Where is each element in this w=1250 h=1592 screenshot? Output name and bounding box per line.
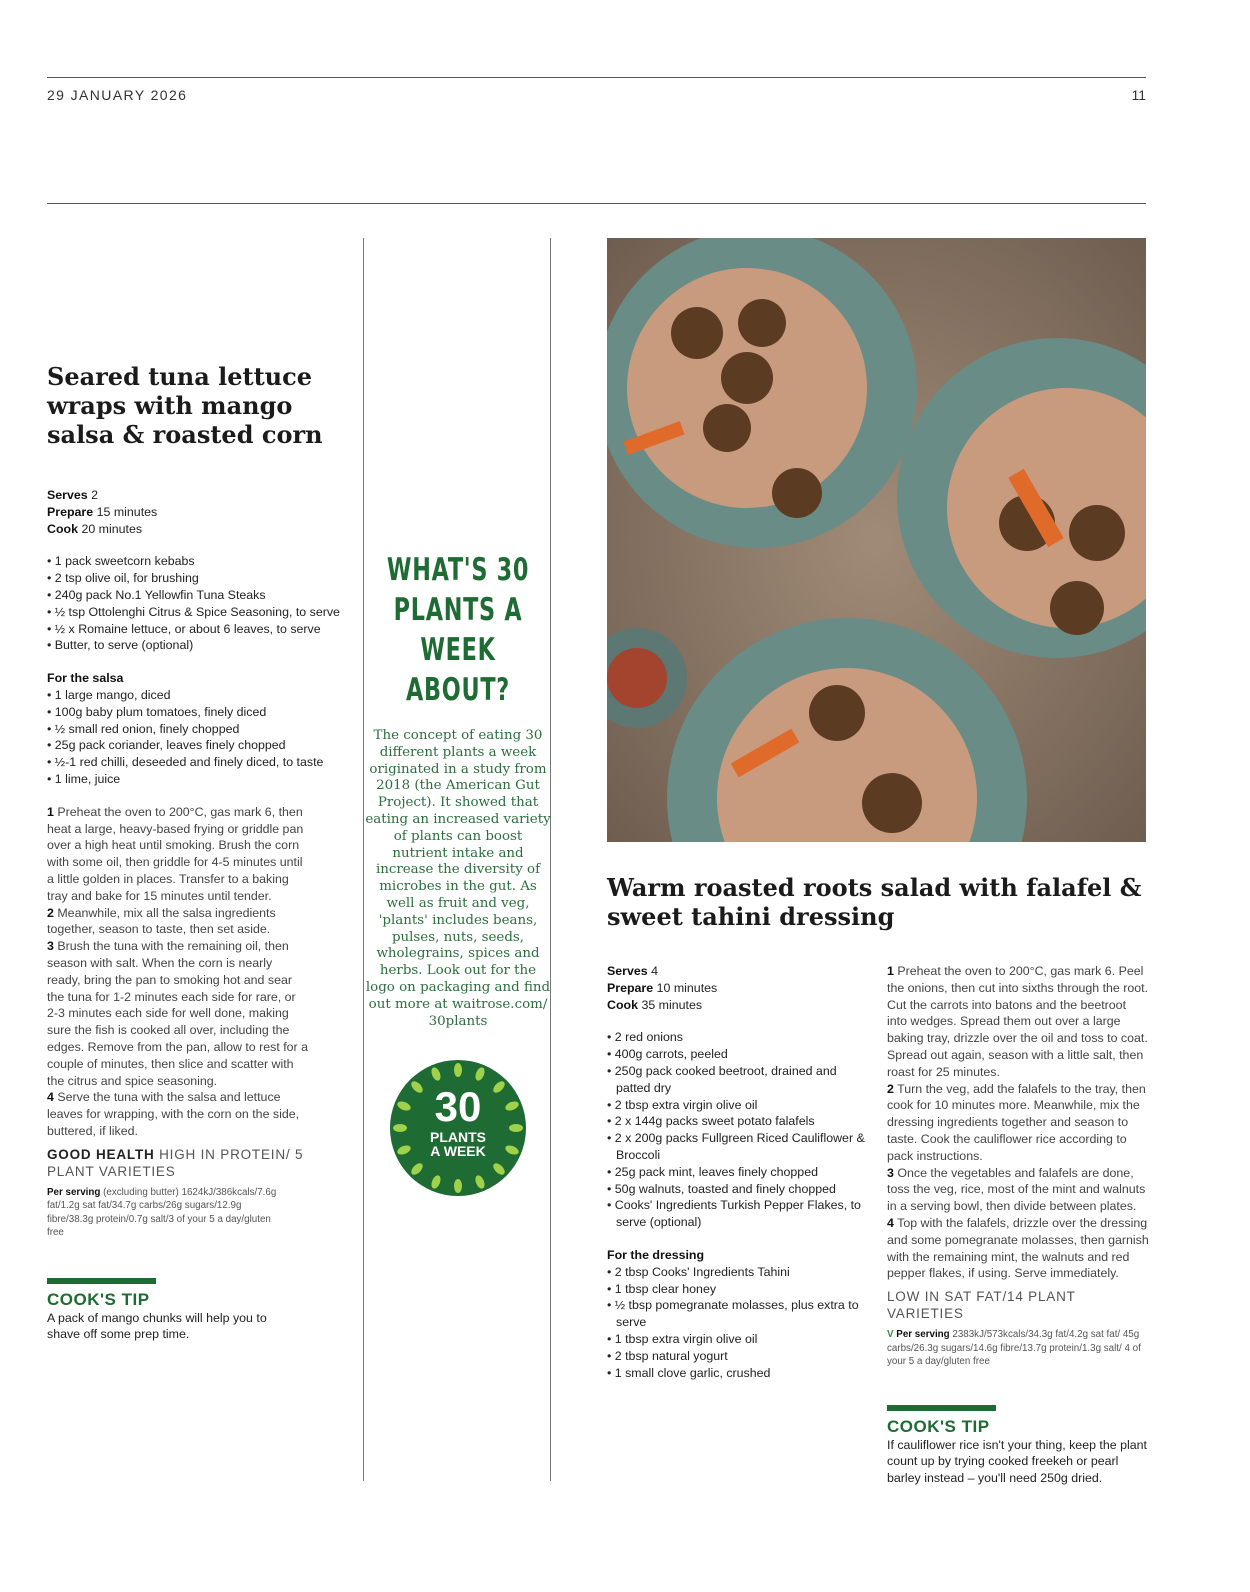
page-number: 11: [1131, 87, 1146, 103]
ingredient: • 100g baby plum tomatoes, finely diced: [47, 704, 347, 721]
recipe-meta: [607, 963, 872, 1013]
serves-label: Serves: [607, 964, 648, 978]
recipe-tuna: [47, 362, 347, 1343]
cooks-tip: [47, 1278, 347, 1344]
ingredient: • ½ x Romaine lettuce, or about 6 leaves, to serve: [47, 621, 347, 638]
health-info: GOOD HEALTH HIGH IN PROTEIN/ 5 PLANT VARIETIES: [47, 1146, 304, 1179]
ingredient: • 50g walnuts, toasted and finely chopped: [607, 1181, 872, 1198]
ingredient: • 2 red onions: [607, 1029, 872, 1046]
sidebar-body: The concept of eating 30 different plants a week originated in a study from 2018 (the American Gut Project). It showed that eating an increased variety of plants can boost nutrient intake and increase the diversity of microbes in the gut. As well as fruit and veg, 'plants' includes beans, pulses, nuts, seeds, wholegrains, spices and herbs. Look out for the logo on packaging and find out more at waitrose.com/ 30plants: [365, 728, 551, 1029]
recipe-roots-ingredients: [607, 963, 872, 1381]
method-step: 1 Preheat the oven to 200°C, gas mark 6. Peel the onions, then cut into sixths through the root. Cut the carrots into batons and the beetroot into wedges. Spread them out over a large baking tray, drizzle over the oil and toss to coat. Spread out again, season with a little salt, then roast for 25 minutes.: [887, 964, 1149, 1079]
recipe-meta: [47, 487, 347, 537]
ingredient: • 1 pack sweetcorn kebabs: [47, 553, 347, 570]
cook-label: Cook: [47, 521, 78, 536]
ingredient: • ½ tsp Ottolenghi Citrus & Spice Seasoning, to serve: [47, 604, 347, 621]
method: [47, 804, 309, 1140]
sidebar-heading: WHAT'S 30 PLANTS A WEEK ABOUT?: [386, 552, 530, 708]
cook-value: 20 minutes: [81, 521, 143, 536]
method-step: 4 Top with the falafels, drizzle over the dressing and some pomegranate molasses, then garnish with the remaining mint, the walnuts and red pepper flakes, if using. Serve immediately.: [887, 1215, 1149, 1281]
vegetarian-mark: V: [887, 1329, 894, 1341]
ingredient: • ½-1 red chilli, deseeded and finely diced, to taste: [47, 754, 347, 771]
logo-line2: A WEEK: [430, 1143, 486, 1160]
recipe-title: Seared tuna lettuce wraps with mango salsa & roasted corn: [47, 362, 323, 449]
cook-label: Cook: [607, 997, 638, 1012]
nutrition-info: Per serving (excluding butter) 1624kJ/386kcals/7.6g fat/1.2g sat fat/34.7g carbs/26g sugars/12.9g fibre/38.3g protein/0.7g salt/3 of your 5 a day/gluten free: [47, 1186, 277, 1239]
prepare-value: 15 minutes: [96, 504, 158, 519]
header-rule: [47, 203, 1146, 204]
tip-bar: [47, 1278, 156, 1284]
prepare-label: Prepare: [607, 980, 654, 995]
ingredient: • ½ tbsp pomegranate molasses, plus extra to serve: [607, 1297, 872, 1331]
method-step: 2 Turn the veg, add the falafels to the tray, then cook for 10 minutes more. Meanwhile, mix the dressing ingredients together and season to taste. Cook the cauliflower rice according to pack instructions.: [887, 1081, 1146, 1163]
prepare-label: Prepare: [47, 504, 94, 519]
method-step: 1 Preheat the oven to 200°C, gas mark 6, then heat a large, heavy-based frying or griddle pan over a high heat until smoking. Brush the corn with some oil, then griddle for 4-5 minutes until a little golden in places. Transfer to a baking tray and bake for 15 minutes until tender.: [47, 804, 304, 903]
salsa-heading: For the salsa: [47, 671, 124, 686]
logo-line1: PLANTS: [430, 1129, 486, 1146]
recipe-roots-title-wrap: [607, 873, 1147, 931]
ingredient: • 2 x 200g packs Fullgreen Riced Cauliflower & Broccoli: [607, 1130, 872, 1164]
ingredient-list: [607, 1029, 872, 1231]
serves-label: Serves: [47, 488, 88, 502]
dressing-heading: For the dressing: [607, 1247, 705, 1262]
prepare-value: 10 minutes: [656, 980, 718, 995]
ingredient: • 1 tbsp clear honey: [607, 1281, 872, 1298]
ingredient: • 2 tbsp extra virgin olive oil: [607, 1097, 872, 1114]
ingredient: • Cooks' Ingredients Turkish Pepper Flakes, to serve (optional): [607, 1197, 872, 1231]
logo-number: 30: [434, 1083, 482, 1131]
serves-value: 4: [651, 964, 659, 978]
method-step: 2 Meanwhile, mix all the salsa ingredients together, season to taste, then set aside.: [47, 905, 276, 937]
serves-value: 2: [91, 488, 99, 502]
tip-bar: [887, 1405, 996, 1411]
ingredient: • 2 tbsp natural yogurt: [607, 1348, 872, 1365]
tip-text: If cauliflower rice isn't your thing, keep the plant count up by trying cooked freekeh or pearl barley instead – you'll need 250g dried.: [887, 1437, 1147, 1486]
method-step: 3 Once the vegetables and falafels are done, toss the veg, rice, most of the mint and walnuts in a serving bowl, then divide between plates.: [887, 1165, 1146, 1214]
ingredient: • ½ small red onion, finely chopped: [47, 721, 347, 738]
method-step: 4 Serve the tuna with the salsa and lettuce leaves for wrapping, with the corn on the side, buttered, if liked.: [47, 1090, 300, 1138]
ingredient: • 2 x 144g packs sweet potato falafels: [607, 1113, 872, 1130]
recipe-title: Warm roasted roots salad with falafel & sweet tahini dressing: [607, 873, 1142, 931]
method: [887, 963, 1149, 1282]
cook-value: 35 minutes: [641, 997, 703, 1012]
ingredient: • 2 tbsp Cooks' Ingredients Tahini: [607, 1264, 872, 1281]
recipe-photo: [607, 238, 1146, 842]
ingredient: • 25g pack coriander, leaves finely chopped: [47, 737, 347, 754]
ingredient: • 1 lime, juice: [47, 771, 347, 788]
ingredient: • 1 large mango, diced: [47, 687, 347, 704]
cooks-tip: [887, 1405, 1149, 1487]
tip-heading: COOK'S TIP: [887, 1416, 990, 1436]
tip-text: A pack of mango chunks will help you to shave off some prep time.: [47, 1310, 267, 1342]
column-divider: [363, 238, 364, 1481]
health-info: LOW IN SAT FAT/14 PLANT VARIETIES: [887, 1289, 1076, 1322]
ingredient: • 25g pack mint, leaves finely chopped: [607, 1164, 872, 1181]
top-rule: [47, 77, 1146, 78]
tip-heading: COOK'S TIP: [47, 1289, 150, 1309]
issue-date: 29 JANUARY 2026: [47, 87, 188, 103]
ingredient: • 400g carrots, peeled: [607, 1046, 872, 1063]
ingredient: • 2 tsp olive oil, for brushing: [47, 570, 347, 587]
salad-plates-image: [607, 238, 1146, 842]
ingredient-list: [47, 553, 347, 654]
ingredient: • Butter, to serve (optional): [47, 637, 347, 654]
recipe-roots-method: [887, 963, 1149, 1487]
ingredient: • 1 small clove garlic, crushed: [607, 1365, 872, 1382]
nutrition-info: V Per serving 2383kJ/573kcals/34.3g fat/4.2g sat fat/ 45g carbs/26.3g sugars/14.6g fibre/13.7g protein/1.3g salt/ 4 of your 5 a day/gluten free: [887, 1329, 1141, 1368]
salsa-list: [47, 687, 347, 788]
ingredient: • 240g pack No.1 Yellowfin Tuna Steaks: [47, 587, 347, 604]
method-step: 3 Brush the tuna with the remaining oil, then season with salt. When the corn is nearly ready, bring the pan to smoking hot and sear the tuna for 1-2 minutes each side for rare, or 2-3 minutes each side for well done, making sure the fish is cooked all over, including the edges. Remove from the pan, allow to rest for a couple of minutes, then slice and scatter with the citrus and spice seasoning.: [47, 939, 309, 1088]
ingredient: • 1 tbsp extra virgin olive oil: [607, 1331, 872, 1348]
ingredient: • 250g pack cooked beetroot, drained and patted dry: [607, 1063, 872, 1097]
dressing-list: [607, 1264, 872, 1382]
plants-sidebar: [365, 550, 551, 1196]
30-plants-logo: [390, 1060, 526, 1196]
